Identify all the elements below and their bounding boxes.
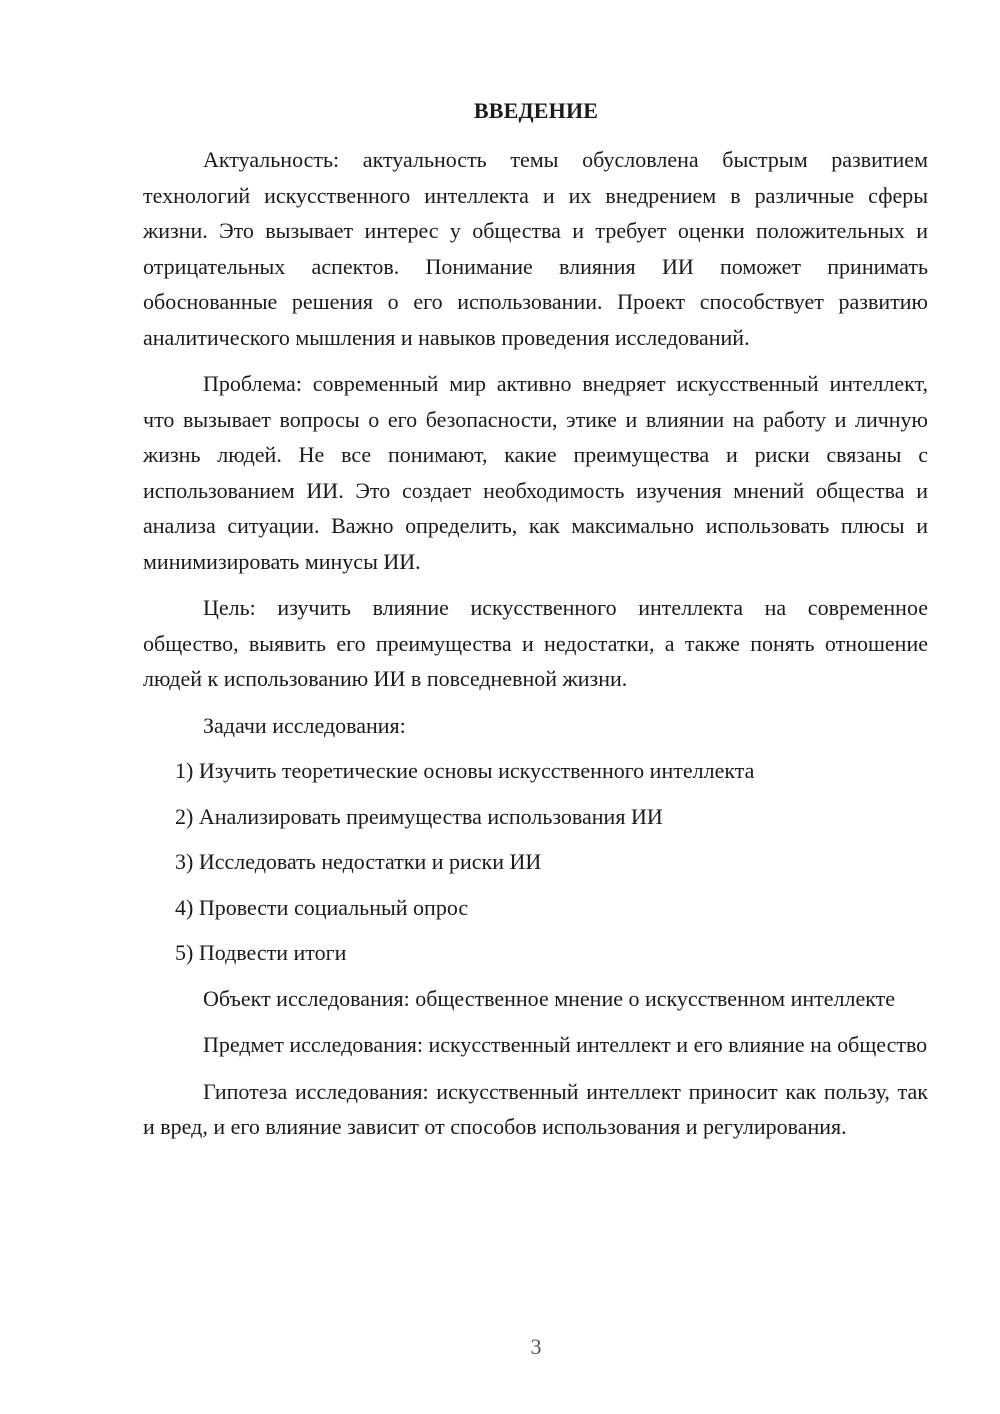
page-title: ВВЕДЕНИЕ (473, 98, 599, 123)
task-item-5: 5) Подвести итоги (175, 940, 347, 965)
document-body (143, 142, 928, 1156)
task-item-3: 3) Исследовать недостатки и риски ИИ (175, 849, 542, 874)
paragraph-subject: Предмет исследования: искусственный интеллект и его влияние на общество (203, 1032, 928, 1057)
paragraph-hypothesis: Гипотеза исследования: искусственный интеллект приносит как пользу, так и вред, и его влияние зависит от способов использования и регулирования. (143, 1078, 928, 1139)
task-item-4: 4) Провести социальный опрос (175, 894, 469, 920)
paragraph-goal: Цель: изучить влияние искусственного интеллекта на современное общество, выявить его преимущества и недостатки, а также понять отношение людей к использованию ИИ в повседневной жизни. (143, 595, 928, 691)
task-item-2: 2) Анализировать преимущества использования ИИ (175, 803, 663, 829)
paragraph-relevance: Актуальность: актуальность темы обусловлена быстрым развитием технологий искусственного интеллекта и их внедрением в различные сферы жизни. Это вызывает интерес у общества и требует оценки положительных и отрицательных аспектов. Понимание влияния ИИ поможет принимать обоснованные решения о его использовании. Проект способствует развитию аналитического мышления и навыков проведения исследований. (143, 147, 928, 350)
page-number: 3 (530, 1334, 542, 1359)
paragraph-object: Объект исследования: общественное мнение о искусственном интеллекте (203, 985, 896, 1011)
tasks-heading: Задачи исследования: (203, 712, 406, 738)
paragraph-problem: Проблема: современный мир активно внедряет искусственный интеллект, что вызывает вопросы о его безопасности, этике и влиянии на работу и личную жизнь людей. Не все понимают, какие преимущества и риски связаны с использованием ИИ. Это создает необходимость изучения мнений общества и анализа ситуации. Важно определить, как максимально использовать плюсы и минимизировать минусы ИИ. (143, 371, 928, 574)
task-item-1: 1) Изучить теоретические основы искусственного интеллекта (175, 758, 755, 783)
tasks-list (143, 753, 928, 971)
